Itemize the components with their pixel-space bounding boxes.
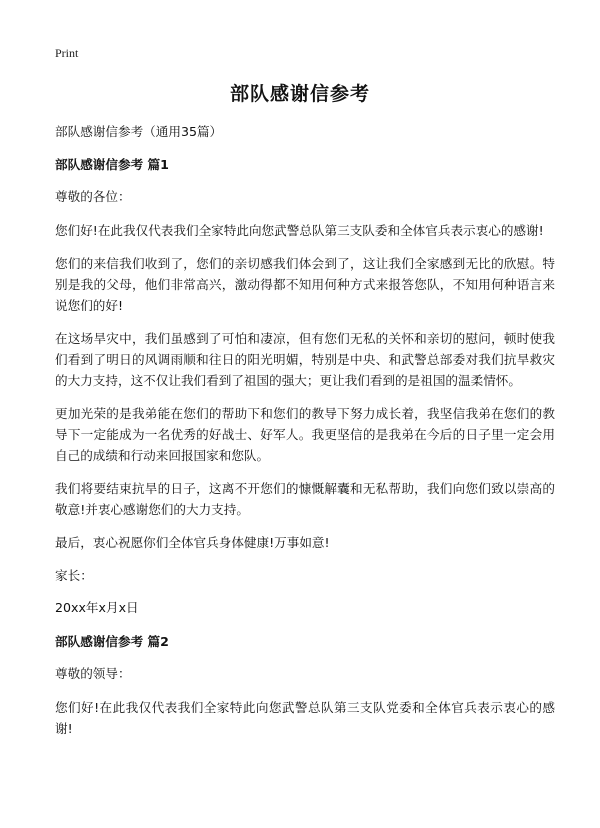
letter-paragraph: 我们将要结束抗旱的日子，这离不开您们的慷慨解囊和无私帮助，我们向您们致以崇高的敬意!并衷心感谢您们的大力支持。 — [55, 481, 555, 517]
letter-paragraph: 您们好!在此我仅代表我们全家特此向您武警总队第三支队党委和全体官兵表示衷心的感谢! — [55, 700, 555, 736]
document-body — [55, 121, 555, 751]
letter-paragraph: 您们的来信我们收到了，您们的亲切感我们体会到了，这让我们全家感到无比的欣慰。特别是我的父母，他们非常高兴，激动得都不知用何种方式来报答您队，不知用何种语言来说您们的好! — [55, 256, 555, 313]
letter-paragraph: 最后，衷心祝愿你们全体官兵身体健康!万事如意! — [55, 535, 330, 550]
letter-paragraph: 在这场旱灾中，我们虽感到了可怕和凄凉，但有您们无私的关怀和亲切的慰问，顿时使我们看到了明日的风调雨顺和往日的阳光明媚，特别是中央、和武警总部委对我们抗旱救灾的大力支持，这不仅让我们看到了祖国的强大；更让我们看到的是祖国的温柔情怀。 — [55, 331, 555, 388]
letter-greeting: 尊敬的各位： — [55, 189, 131, 204]
print-label: Print — [55, 46, 79, 60]
letter-signoff: 家长： — [55, 568, 93, 583]
letter-greeting: 尊敬的领导： — [55, 666, 131, 681]
letter-paragraph: 更加光荣的是我弟能在您们的帮助下和您们的教导下努力成长着，我坚信我弟在您们的教导下一定能成为一名优秀的好战士、好军人。我更坚信的是我弟在今后的日子里一定会用自己的成绩和行动来回报国家和您队。 — [55, 406, 555, 463]
section-heading: 部队感谢信参考 篇1 — [55, 157, 169, 172]
letter-date: 20xx年x月x日 — [55, 600, 139, 615]
document-subtitle: 部队感谢信参考（通用35篇） — [55, 124, 223, 139]
document-title: 部队感谢信参考 — [229, 83, 370, 105]
section-heading: 部队感谢信参考 篇2 — [55, 634, 169, 649]
letter-paragraph: 您们好!在此我仅代表我们全家特此向您武警总队第三支队委和全体官兵表示衷心的感谢! — [55, 223, 544, 238]
